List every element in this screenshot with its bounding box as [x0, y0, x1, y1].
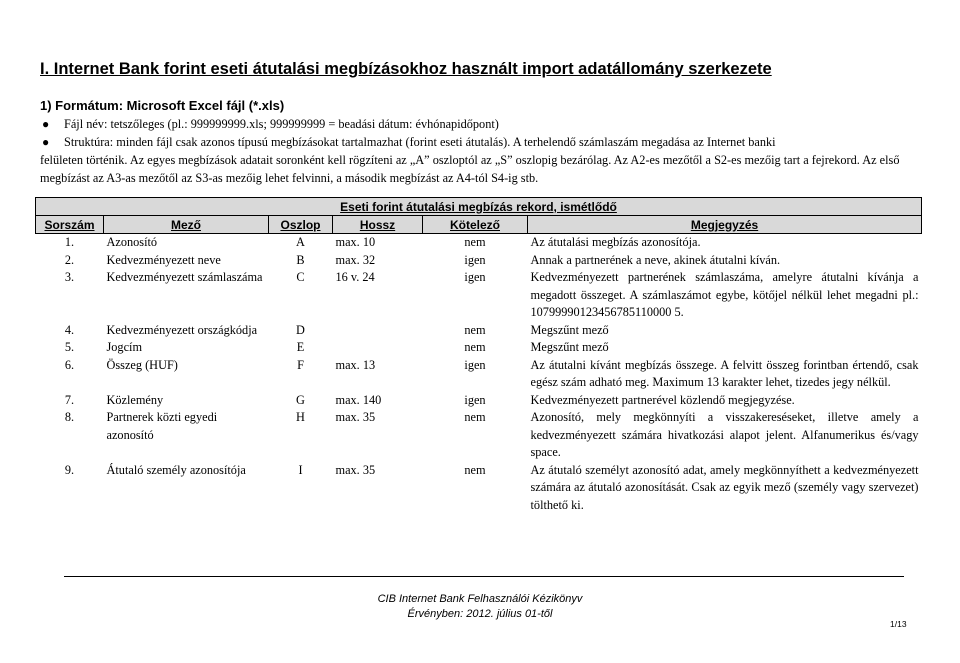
cell-len: max. 140 — [335, 392, 382, 407]
footer — [0, 592, 960, 621]
cell-len: max. 13 — [335, 357, 376, 372]
description-paragraph — [40, 152, 920, 187]
header-hossz: Hossz — [333, 216, 423, 234]
table-row — [36, 252, 922, 270]
cell-col: F — [297, 357, 304, 372]
cell-len: max. 32 — [335, 252, 376, 267]
document-title: I. Internet Bank forint eseti átutalási megbízásokhoz használt import adatállomány szerkezete — [40, 60, 772, 78]
cell-field: Összeg (HUF) — [106, 357, 178, 372]
table-row — [36, 269, 922, 322]
cell-len: max. 35 — [335, 410, 376, 424]
cell-col: A — [296, 235, 305, 249]
header-kotelezo: Kötelező — [423, 216, 528, 234]
cell-field: Jogcím — [106, 340, 143, 354]
table-row — [36, 322, 922, 340]
table-row — [36, 462, 922, 515]
cell-field: Kedvezményezett számlaszáma — [106, 270, 263, 284]
table-row — [36, 234, 922, 252]
cell-len — [333, 322, 423, 340]
cell-req: nem — [464, 235, 486, 249]
cell-note: Az átutaló személyt azonosító adat, amely megkönnyíthett a kedvezményezett számára az átutaló azonosítását. Csak az egyik mező (személy vagy szervezet) tölthető ki. — [530, 462, 919, 512]
cell-col: I — [298, 462, 303, 477]
bullet-icon: ● — [42, 134, 50, 149]
cell-note: Megszűnt mező — [530, 340, 609, 354]
cell-len: max. 35 — [335, 462, 376, 477]
section-heading: 1) Formátum: Microsoft Excel fájl (*.xls) — [40, 98, 285, 113]
paragraph-line-b: Az egyes megbízások adatait soronként kell rögzíteni az „A” oszloptól az „S” oszlopig bezárólag. Az A2-es mezőtől a S2-es mezőig tart a fejrekord. Az első megbízást az A3-as mezőtől az S3-as mezőig lehet felvinni, a második megbízást az A4-tól S4-ig stb. — [40, 153, 900, 185]
header-sorszam: Sorszám — [36, 216, 104, 234]
footer-validity: Érvényben: 2012. július 01-től — [407, 607, 553, 620]
cell-col: E — [296, 340, 305, 354]
cell-note: Azonosító, mely megkönnyíti a visszakereséseket, illetve amely a kedvezményezett számára hivatkozási alapot jelent. Alfanumerikus és/vagy space. — [530, 410, 919, 459]
cell-field: Átutaló személy azonosítója — [106, 462, 246, 477]
cell-note: Megszűnt mező — [530, 322, 609, 337]
footer-divider — [64, 576, 904, 577]
cell-no: 9. — [64, 462, 75, 477]
paragraph-line-a: felületen történik. — [40, 153, 128, 167]
footer-manual-title: CIB Internet Bank Felhasználói Kézikönyv — [377, 593, 583, 605]
cell-field: Kedvezményezett országkódja — [106, 322, 258, 337]
cell-req: nem — [464, 322, 486, 337]
cell-no: 5. — [64, 340, 75, 354]
bullet-text: Struktúra: minden fájl csak azonos típusú megbízásokat tartalmazhat (forint eseti átutalás). A terhelendő számlaszám megadása az Internet banki — [64, 134, 776, 149]
cell-len — [333, 339, 423, 357]
cell-req: nem — [464, 340, 486, 354]
cell-no: 4. — [64, 322, 75, 337]
cell-no: 6. — [64, 357, 75, 372]
table-row — [36, 339, 922, 357]
record-table — [35, 197, 922, 514]
cell-no: 7. — [64, 392, 75, 407]
cell-field: Kedvezményezett neve — [106, 252, 221, 267]
cell-col: H — [296, 410, 305, 424]
header-megjegyzes: Megjegyzés — [528, 216, 922, 234]
cell-no: 2. — [64, 252, 75, 267]
cell-field: Azonosító — [106, 235, 158, 249]
cell-req: igen — [464, 270, 486, 284]
cell-col: D — [296, 322, 305, 337]
table-row — [36, 392, 922, 410]
table-row — [36, 409, 922, 462]
cell-len: 16 v. 24 — [335, 270, 375, 284]
cell-col: C — [296, 270, 305, 284]
cell-col: B — [296, 252, 305, 267]
header-mezo: Mező — [104, 216, 269, 234]
table-caption: Eseti forint átutalási megbízás rekord, ismétlődő — [36, 198, 922, 216]
cell-req: igen — [464, 357, 486, 372]
bullet-item — [40, 116, 920, 134]
cell-no: 3. — [64, 270, 75, 284]
cell-len: max. 10 — [335, 235, 376, 249]
cell-req: nem — [464, 462, 486, 477]
cell-note: Kedvezményezett partnerével közlendő megjegyzése. — [530, 392, 795, 407]
cell-req: nem — [464, 410, 486, 424]
bullet-item — [40, 134, 920, 152]
cell-note: Kedvezményezett partnerének számlaszáma, amelyre átutalni kívánja a megadott összeget. A számlaszámot egybe, kötőjel nélkül lehet megadni pl.: 10799990123456785110000 5. — [530, 270, 919, 319]
cell-no: 8. — [64, 410, 75, 424]
cell-note: Annak a partnerének a neve, akinek átutalni kíván. — [530, 252, 781, 267]
header-oszlop: Oszlop — [269, 216, 333, 234]
table-row — [36, 357, 922, 392]
cell-col: G — [296, 392, 305, 407]
page-number: 1/13 — [890, 619, 907, 629]
bullet-icon: ● — [42, 117, 50, 131]
cell-no: 1. — [64, 235, 75, 249]
cell-req: igen — [464, 392, 486, 407]
cell-field: Partnerek közti egyedi azonosító — [106, 410, 218, 442]
cell-field: Közlemény — [106, 392, 164, 407]
cell-req: igen — [464, 252, 486, 267]
bullet-text: Fájl név: tetszőleges (pl.: 999999999.xls; 999999999 = beadási dátum: évhónapidőpont) — [64, 117, 499, 131]
cell-note: Az átutalási megbízás azonosítója. — [530, 235, 701, 249]
cell-note: Az átutalni kívánt megbízás összege. A felvitt összeg forintban értendő, csak egész szám adható meg. Maximum 13 karakter lehet, tizedes jegy nélkül. — [530, 357, 919, 389]
bullet-list — [40, 116, 920, 151]
